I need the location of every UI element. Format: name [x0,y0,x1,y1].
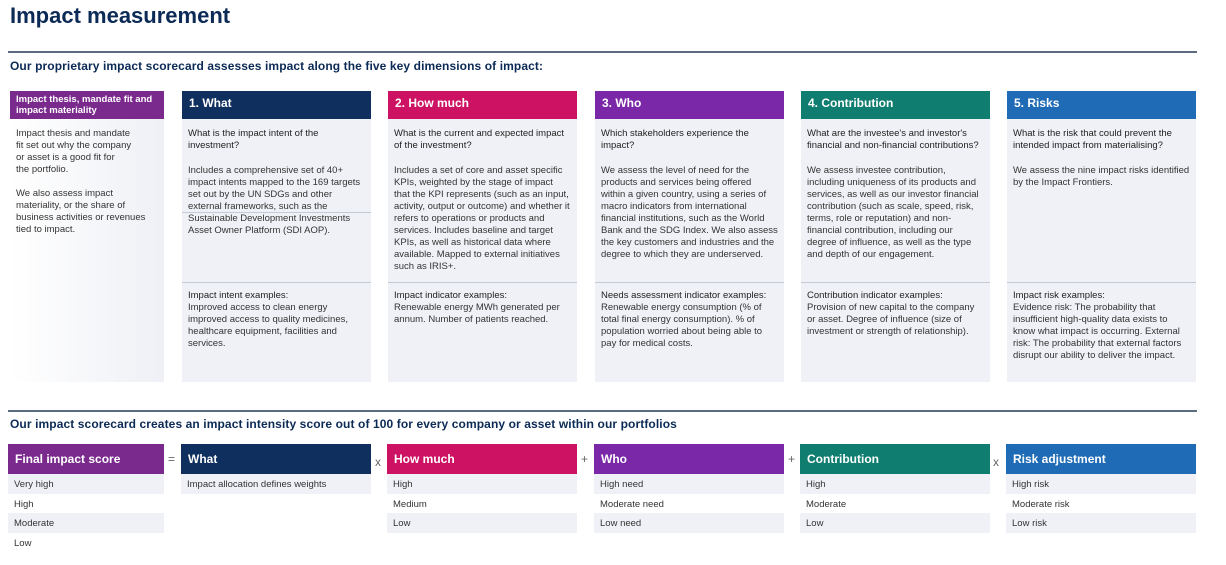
score-row: Low risk [1006,513,1196,533]
dimension-card-contribution [801,91,990,382]
intro-card-header: Impact thesis, mandate fit and impact materiality [10,91,164,119]
score-column-header: Contribution [800,444,990,474]
score-column-contribution [800,444,990,533]
score-column-what [181,444,371,494]
score-row: High [14,498,34,510]
score-column-header: Risk adjustment [1006,444,1196,474]
score-row: Moderate [806,498,847,510]
score-row: Low [14,537,32,549]
score-row: Low need [594,513,784,533]
operator-plus: + [788,452,796,466]
dimension-body: We assess the level of need for the products and services being offered within a given country, using a series of macro indicators from international financial institutions, such as the World Bank and the SDG Index. We also assess the key customers and industries and the degree to which they are underserved. [601,165,778,260]
operator-times: x [375,455,381,469]
dimension-card-how-much [388,91,577,382]
dimension-body: We assess investee contribution, including uniqueness of its products and services, as well as our investor financial contribution (such as scale, speed, risk, terms, role or reputation) and non-financial contribution, including our degree of influence, as well as the type and depth of our engagement. [807,165,979,260]
dimension-card-what [182,91,371,382]
operator-times: x [993,455,999,469]
divider [8,51,1197,53]
score-column-risk [1006,444,1196,533]
dimension-question: What is the risk that could prevent the intended impact from materialising? [1013,128,1172,151]
dimension-header: 5. Risks [1007,91,1196,119]
examples-text: Renewable energy consumption (% of total final energy consumption). % of population worried about being able to pay for medical costs. [601,302,763,349]
operator-equals: = [168,452,176,466]
dimension-card-risks [1007,91,1196,382]
score-column-header: Final impact score [8,444,164,474]
dimension-body: We assess the nine impact risks identified by the Impact Frontiers. [1013,165,1190,188]
examples-label: Impact intent examples: [188,290,289,301]
examples-label: Contribution indicator examples: [807,290,943,301]
examples-text: Provision of new capital to the company or asset. Degree of influence (size of investment or strength of relationship). [807,302,975,337]
section2-heading: Our impact scorecard creates an impact intensity score out of 100 for every company or asset within our portfolios [10,417,677,431]
score-column-header: Who [594,444,784,474]
dimension-question: What is the current and expected impact of the investment? [394,128,565,151]
dimension-card-who [595,91,784,382]
score-column-header: What [181,444,371,474]
score-row: Impact allocation defines weights [181,474,371,494]
score-row: High need [594,474,784,494]
dimension-question: Which stakeholders experience the impact? [601,128,749,151]
intro-para-2: We also assess impact materiality, or the share of business activities or revenues tied to impact. [16,188,146,235]
score-column-header: How much [387,444,577,474]
score-column-who [594,444,784,533]
intro-card [10,91,164,382]
score-column-final [8,444,164,552]
dimension-body: Includes a comprehensive set of 40+ impact intents mapped to the 169 targets set out by the UN SDGs and other external frameworks, such as the Sustainable Development Investments Asset Owner Platform (SDI AOP). [188,165,361,236]
score-row: Moderate need [600,498,664,510]
operator-plus: + [581,452,589,466]
score-row: Very high [8,474,164,494]
dimension-header: 2. How much [388,91,577,119]
examples-label: Impact risk examples: [1013,290,1105,301]
dimension-question: What is the impact intent of the investment? [188,128,319,151]
score-column-how-much [387,444,577,533]
dimension-header: 4. Contribution [801,91,990,119]
page-title: Impact measurement [10,3,231,28]
examples-label: Needs assessment indicator examples: [601,290,767,301]
intro-para-1: Impact thesis and mandate fit set out why the company or asset is a good fit for the portfolio. [16,128,132,175]
dimension-body: Includes a set of core and asset specific KPIs, weighted by the stage of impact that the KPI represents (such as an input, activity, output or outcome) and whether it refers to operations or products and services. Includes baseline and target KPIs, as well as historical data where available. Mapped to external initiatives such as IRIS+. [394,165,570,272]
section1-heading: Our proprietary impact scorecard assesses impact along the five key dimensions of impact: [10,59,544,73]
divider [8,410,1197,412]
score-row: Moderate [8,513,164,533]
examples-label: Impact indicator examples: [394,290,507,301]
score-row: High [387,474,577,494]
dimension-question: What are the investee's and investor's financial and non-financial contributions? [807,128,979,151]
examples-text: Renewable energy MWh generated per annum. Number of patients reached. [394,302,560,325]
score-row: High risk [1006,474,1196,494]
score-row: High [800,474,990,494]
score-row: Moderate risk [1012,498,1070,510]
score-row: Medium [393,498,427,510]
examples-text: Improved access to clean energy improved access to quality medicines, healthcare equipment, facilities and services. [188,302,348,349]
dimension-header: 3. Who [595,91,784,119]
score-row: Low [800,513,990,533]
examples-text: Evidence risk: The probability that insufficient high-quality data exists to know what impact is occurring. External risk: The probability that external factors disrupt our ability to deliver the impact. [1013,302,1182,361]
dimension-header: 1. What [182,91,371,119]
score-row: Low [387,513,577,533]
